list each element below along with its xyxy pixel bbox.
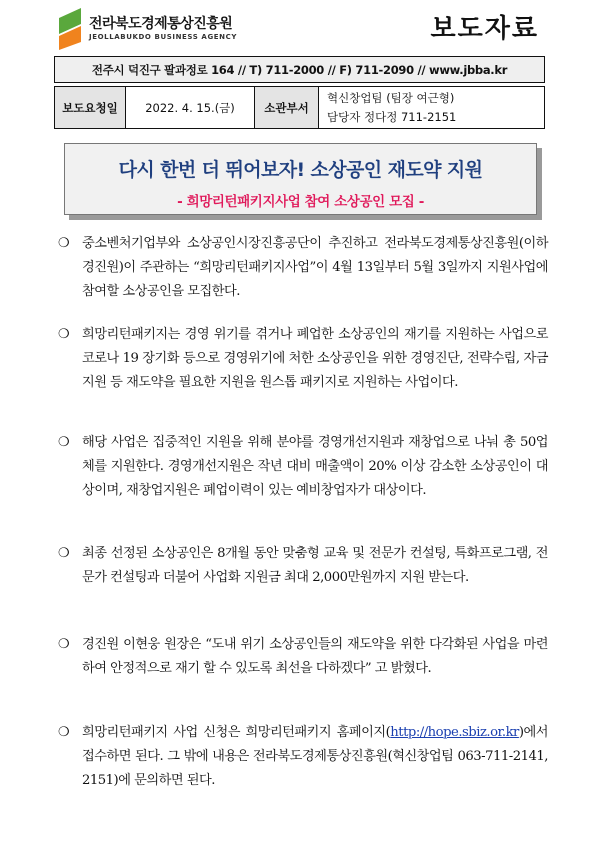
agency-name: 전라북도경제통상진흥원 [89, 16, 233, 32]
department-label: 소관부서 [255, 87, 319, 129]
headline: 다시 한번 더 뛰어보자! 소상공인 재도약 지원 [118, 159, 483, 181]
bullet-circle-icon: ❍ [58, 236, 70, 251]
department-team: 혁신창업팀 (팀장 여근형) [327, 90, 455, 105]
homepage-link[interactable]: http://hope.sbiz.or.kr [390, 725, 519, 740]
paragraph-text-before-link: 희망리턴패키지 사업 신청은 희망리턴패키지 홈페이지( [82, 725, 391, 740]
paragraph-text: 해당 사업은 집중적인 지원을 위해 분야를 경영개선지원과 재창업으로 나눠 총 50업체를 지원한다. 경영개선지원은 작년 대비 매출액이 20% 이상 감소한 소상공인이 대상이며, 재창업지원은 폐업이력이 있는 예비창업자가 대상이다. [82, 435, 548, 498]
paragraph-text: 중소벤처기업부와 소상공인시장진흥공단이 추진하고 전라북도경제통상진흥원(이하 경진원)이 주관하는 “희망리턴패키지사업”이 4월 13일부터 5월 3일까지 지원사업에 참여할 소상공인을 모집한다. [82, 236, 548, 299]
paragraph-1 [60, 232, 548, 304]
paragraph-text: 희망리턴패키지는 경영 위기를 겪거나 폐업한 소상공인의 재기를 지원하는 사업으로 코로나 19 장기화 등으로 경영위기에 처한 소상공인을 위한 경영진단, 전략수립, 자금지원 등 재도약을 필요한 지원을 원스톱 패키지로 지원하는 사업이다. [82, 327, 548, 390]
department-value [319, 87, 545, 129]
subheadline: - 희망리턴패키지사업 참여 소상공인 모집 - [177, 194, 424, 210]
paragraph-text-after-link: )에서 접수하면 된다. 그 밖에 내용은 전라북도경제통상진흥원(혁신창업팀 063-711-2141, 2151)에 문의하면 된다. [82, 725, 548, 788]
paragraph-text: 경진원 이현웅 원장은 “도내 위기 소상공인들의 재도약을 위한 다각화된 사업을 마련하여 안정적으로 재기 할 수 있도록 최선을 다하겠다” 고 밝혔다. [82, 637, 548, 676]
contact-line: 전주시 덕진구 팔과정로 164 // T) 711-2000 // F) 711-2090 // www.jbba.kr [91, 62, 508, 77]
request-date-value: 2022. 4. 15.(금) [126, 87, 255, 129]
agency-name-english: JEOLLABUKDO BUSINESS AGENCY [89, 33, 238, 41]
paragraph-2 [60, 323, 548, 395]
paragraph-5 [60, 633, 548, 681]
paragraph-text [60, 721, 548, 793]
headline-box [64, 143, 537, 215]
paragraph-6 [60, 721, 548, 793]
bullet-circle-icon: ❍ [58, 327, 70, 342]
department-contact: 담당자 정다정 711-2151 [327, 109, 457, 124]
bullet-circle-icon: ❍ [58, 546, 70, 561]
paragraph-text: 최종 선정된 소상공인은 8개월 동안 맞춤형 교육 및 전문가 컨설팅, 특화프로그램, 전문가 컨설팅과 더불어 사업화 지원금 최대 2,000만원까지 지원 받는다. [82, 546, 548, 585]
bullet-circle-icon: ❍ [58, 725, 70, 740]
bullet-circle-icon: ❍ [58, 637, 70, 652]
paragraph-4 [60, 542, 548, 590]
agency-logo-icon [57, 6, 83, 50]
contact-info-bar [54, 56, 545, 83]
bullet-circle-icon: ❍ [58, 435, 70, 450]
request-date-label: 보도요청일 [55, 87, 126, 129]
document-type-title: 보도자료 [430, 14, 539, 44]
paragraph-3 [60, 431, 548, 503]
document-header [57, 4, 547, 52]
release-info-table [54, 86, 545, 129]
